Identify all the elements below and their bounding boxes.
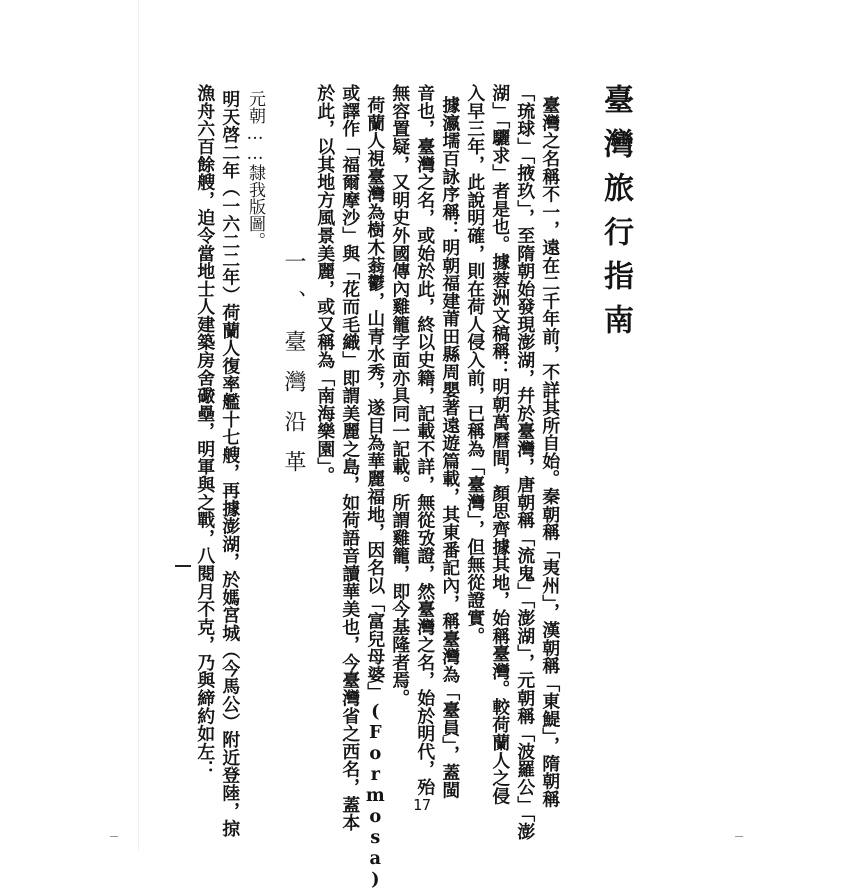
text-column-11: 元朝……隸我版圖。	[245, 90, 265, 249]
text-column-10: 於此，以其地方風景美麗，或又稱為「南海樂園」。	[314, 84, 336, 485]
text-column-5: 據瀛壖百詠序稱：明朝福建莆田縣周嬰著遠遊篇載，其東番記內，稱臺灣為「臺員」，蓋閩	[439, 96, 461, 799]
page-title: 臺灣旅行指南	[598, 84, 633, 348]
text-column-7: 無容置疑，又明史外國傳內雞籠字面亦具同一記載。所謂雞籠，即今基隆者焉。	[389, 84, 411, 707]
side-page-marker	[175, 565, 191, 567]
crop-mark	[735, 836, 743, 837]
section-heading: 一、臺灣沿革	[281, 250, 306, 490]
text-column-1: 臺灣之名稱不一，遠在二千年前，不詳其所自始。秦朝稱「夷州」，漢朝稱「東鯷」，隋朝稱	[539, 96, 561, 808]
text-column-12: 明天啓二年（一六二二年）荷蘭人復率艦十七艘，再據澎湖，於媽宮城（今馬公）附近登陸，掠	[219, 90, 241, 838]
text-column-8: 荷蘭人視臺灣為樹木蓊鬱，山青水秀，遂目為華麗福地，因名以「富兒母婆」(Formosa)	[364, 96, 386, 890]
text-column-3: 湖」「驪求」者是也。據蓉洲文稿稱：明朝萬曆間，顏思齊據其地，始稱臺灣。較荷蘭人之侵	[489, 84, 511, 805]
text-column-13: 漁舟六百餘艘，迫令當地士人建築房舍礮壘，明軍與之戰，八閱月不克，乃與締約如左：	[194, 84, 216, 778]
crop-mark	[110, 836, 118, 837]
text-column-6: 音也，臺灣之名，或始於此，終以史籍，記載不詳，無從攷證，然臺灣之名，始於明代，殆	[414, 84, 436, 796]
text-column-4: 入早三年，此說明確，則在荷人侵入前，已稱為「臺灣」，但無從證實。	[464, 84, 486, 645]
text-column-2: 「琉球」「掖玖」，至隋朝始發現澎湖，幷於臺灣，唐朝稱「流鬼」「澎湖」，元朝稱「波羅公」「澎	[514, 84, 536, 841]
page-number: 17	[413, 796, 432, 814]
text-column-9: 或譯作「福爾摩沙」與「花而毛織」即謂美麗之島，如荷語音讀華美也，今臺灣省之西名，蓋本	[339, 84, 361, 832]
